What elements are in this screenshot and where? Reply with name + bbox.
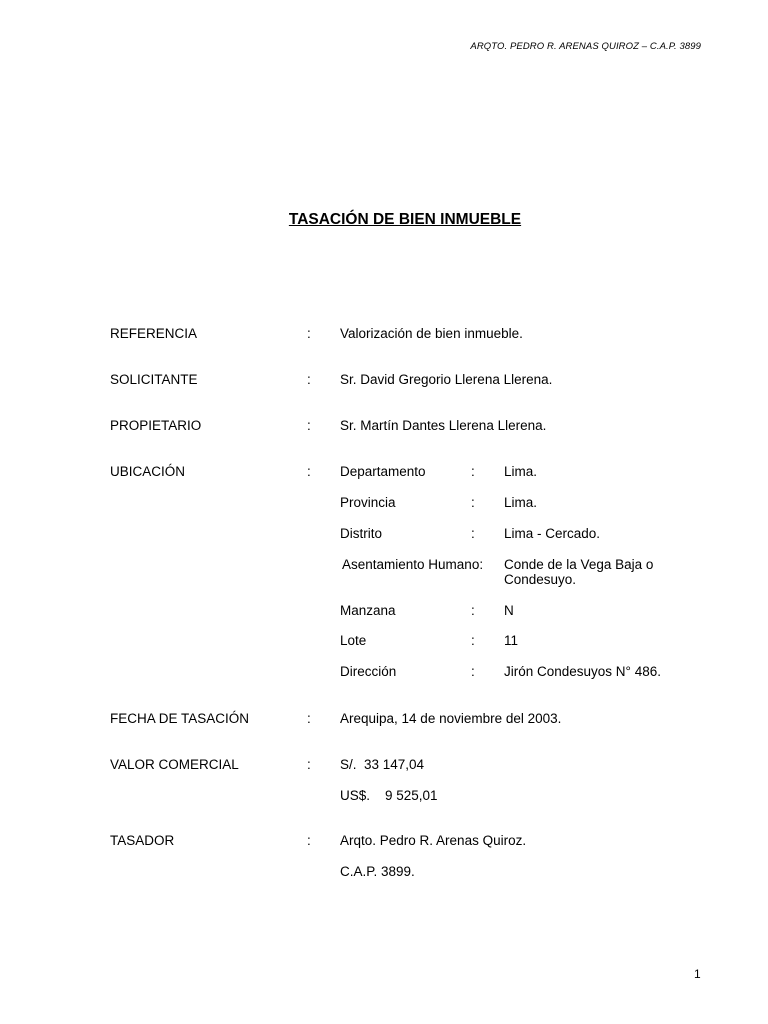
propietario-value: Sr. Martín Dantes Llerena Llerena.: [340, 418, 547, 433]
asentamiento-label: Asentamiento Humano:: [342, 557, 484, 572]
referencia-colon: :: [307, 326, 311, 341]
distrito-label: Distrito: [340, 526, 383, 541]
page-header: ARQTO. PEDRO R. ARENAS QUIROZ – C.A.P. 3899: [470, 41, 701, 52]
valor-dolares: US$. 9 525,01: [340, 788, 438, 803]
referencia-value: Valorización de bien inmueble.: [340, 326, 523, 341]
departamento-colon: :: [471, 464, 475, 479]
page-number: 1: [694, 967, 701, 981]
fecha-value: Arequipa, 14 de noviembre del 2003.: [340, 711, 562, 726]
asentamiento-value-line2: Condesuyo.: [504, 572, 577, 587]
manzana-colon: :: [471, 603, 475, 618]
direccion-colon: :: [471, 664, 475, 679]
direccion-label: Dirección: [340, 664, 397, 679]
valor-colon: :: [307, 757, 311, 772]
propietario-label: PROPIETARIO: [110, 418, 202, 433]
document-title: TASACIÓN DE BIEN INMUEBLE: [288, 211, 522, 228]
manzana-value: N: [504, 603, 514, 618]
tasador-name: Arqto. Pedro R. Arenas Quiroz.: [340, 833, 527, 848]
solicitante-colon: :: [307, 372, 311, 387]
ubicacion-label: UBICACIÓN: [110, 464, 186, 479]
solicitante-value: Sr. David Gregorio Llerena Llerena.: [340, 372, 553, 387]
departamento-label: Departamento: [340, 464, 426, 479]
fecha-label: FECHA DE TASACIÓN: [110, 711, 250, 726]
lote-colon: :: [471, 633, 475, 648]
provincia-label: Provincia: [340, 495, 396, 510]
tasador-cap: C.A.P. 3899.: [340, 864, 415, 879]
provincia-colon: :: [471, 495, 475, 510]
referencia-label: REFERENCIA: [110, 326, 198, 341]
lote-label: Lote: [340, 633, 367, 648]
distrito-colon: :: [471, 526, 475, 541]
manzana-label: Manzana: [340, 603, 396, 618]
valor-label: VALOR COMERCIAL: [110, 757, 239, 772]
tasador-label: TASADOR: [110, 833, 175, 848]
provincia-value: Lima.: [504, 495, 538, 510]
distrito-value: Lima - Cercado.: [504, 526, 601, 541]
valor-soles: S/. 33 147,04: [340, 757, 425, 772]
departamento-value: Lima.: [504, 464, 538, 479]
tasador-colon: :: [307, 833, 311, 848]
propietario-colon: :: [307, 418, 311, 433]
lote-value: 11: [504, 633, 519, 648]
direccion-value: Jirón Condesuyos N° 486.: [504, 664, 661, 679]
asentamiento-value-line1: Conde de la Vega Baja o: [504, 557, 654, 572]
ubicacion-colon: :: [307, 464, 311, 479]
fecha-colon: :: [307, 711, 311, 726]
solicitante-label: SOLICITANTE: [110, 372, 198, 387]
